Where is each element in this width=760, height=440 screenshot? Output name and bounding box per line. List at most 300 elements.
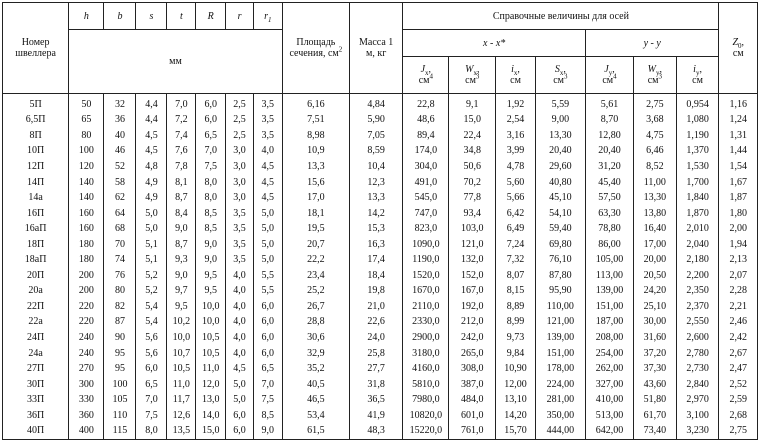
table-row: [3, 237, 758, 253]
table-cell: 4,75: [634, 128, 677, 144]
table-cell: 7,32: [496, 252, 536, 268]
table-cell: 484,0: [449, 392, 496, 408]
table-cell: 20,00: [634, 252, 677, 268]
table-cell: 95: [104, 361, 136, 377]
table-cell: 2,5: [226, 94, 254, 113]
table-cell: 5,61: [585, 94, 633, 113]
table-cell: 4,0: [226, 268, 254, 284]
table-cell: 24,0: [349, 330, 402, 346]
table-cell: 68: [104, 221, 136, 237]
table-cell: 8,0: [196, 175, 226, 191]
table-cell: 1,87: [719, 190, 758, 206]
table-cell: 2,68: [719, 408, 758, 424]
table-cell: 2,42: [719, 330, 758, 346]
table-cell: 151,00: [535, 346, 585, 362]
table-cell: 254,00: [585, 346, 633, 362]
table-cell: 8,70: [585, 113, 633, 129]
table-cell: 10,2: [167, 315, 196, 331]
table-cell: 2900,0: [403, 330, 449, 346]
table-cell: 65: [69, 113, 104, 129]
table-cell: 10,90: [496, 361, 536, 377]
table-row: [3, 221, 758, 237]
table-cell: 10,0: [167, 330, 196, 346]
table-cell: 180: [69, 252, 104, 268]
col-header-Jx: $J_x$, $см^4$: [403, 57, 449, 94]
table-cell: 4,4: [136, 94, 167, 113]
table-cell: 300: [69, 377, 104, 393]
table-cell: 9,5: [167, 299, 196, 315]
table-cell: 642,00: [585, 423, 633, 439]
table-cell: 105: [104, 392, 136, 408]
table-cell: 5,0: [253, 252, 282, 268]
table-row: [3, 392, 758, 408]
table-cell: 11,7: [167, 392, 196, 408]
table-cell: 73,40: [634, 423, 677, 439]
col-header-Wx: $W_x$, $см^3$: [449, 57, 496, 94]
col-header-ix: $i_x$, см: [496, 57, 536, 94]
table-cell: 224,00: [535, 377, 585, 393]
table-cell: 8,5: [196, 221, 226, 237]
table-cell: 2,54: [496, 113, 536, 129]
table-cell: 2330,0: [403, 315, 449, 331]
table-cell: 240: [69, 330, 104, 346]
table-cell: 5,0: [226, 392, 254, 408]
table-cell: 8,0: [136, 423, 167, 439]
table-cell: 45,40: [585, 175, 633, 191]
table-cell: 1,530: [676, 159, 719, 175]
table-cell: 31,20: [585, 159, 633, 175]
table-cell: 15,70: [496, 423, 536, 439]
table-cell: 240: [69, 346, 104, 362]
table-cell: 10,5: [167, 361, 196, 377]
table-cell: 2,75: [719, 423, 758, 439]
table-cell: 2,5: [226, 128, 254, 144]
table-cell: 2,67: [719, 346, 758, 362]
col-header-h: h: [69, 3, 104, 30]
table-cell: 103,0: [449, 221, 496, 237]
table-cell: 3,5: [253, 94, 282, 113]
table-cell: 7,5: [196, 159, 226, 175]
table-cell: 5,0: [136, 221, 167, 237]
table-cell: 6,0: [196, 113, 226, 129]
table-cell: 41,9: [349, 408, 402, 424]
table-cell: 13,10: [496, 392, 536, 408]
table-cell: 220: [69, 299, 104, 315]
table-cell: 35,2: [282, 361, 349, 377]
table-cell: 64: [104, 206, 136, 222]
table-cell: 132,0: [449, 252, 496, 268]
table-cell: 20,50: [634, 268, 677, 284]
table-cell: 24,20: [634, 284, 677, 300]
table-cell: 17,4: [349, 252, 402, 268]
table-cell: 110,00: [535, 299, 585, 315]
table-cell: 444,00: [535, 423, 585, 439]
table-cell: 5,0: [226, 377, 254, 393]
table-cell: 1,67: [719, 175, 758, 191]
table-cell: 1,94: [719, 237, 758, 253]
table-cell: 40: [104, 128, 136, 144]
table-cell: 51,80: [634, 392, 677, 408]
ref-values-header: Справочные величины для осей: [403, 3, 719, 30]
channel-number-cell: 18аП: [3, 252, 69, 268]
table-cell: 8,15: [496, 284, 536, 300]
table-row: [3, 408, 758, 424]
table-cell: 25,8: [349, 346, 402, 362]
table-cell: 17,00: [634, 237, 677, 253]
table-cell: 8,7: [167, 237, 196, 253]
table-cell: 27,7: [349, 361, 402, 377]
table-cell: 13,30: [535, 128, 585, 144]
table-cell: 50,6: [449, 159, 496, 175]
table-cell: 5,5: [253, 268, 282, 284]
table-cell: 8,07: [496, 268, 536, 284]
table-cell: 1,16: [719, 94, 758, 113]
table-cell: 15,0: [196, 423, 226, 439]
table-cell: 80: [69, 128, 104, 144]
table-cell: 2,21: [719, 299, 758, 315]
table-cell: 178,00: [535, 361, 585, 377]
table-cell: 11,0: [196, 361, 226, 377]
table-cell: 2110,0: [403, 299, 449, 315]
table-cell: 7,51: [282, 113, 349, 129]
table-cell: 1,92: [496, 94, 536, 113]
table-cell: 2,59: [719, 392, 758, 408]
channel-number-cell: 20а: [3, 284, 69, 300]
table-cell: 13,80: [634, 206, 677, 222]
table-cell: 139,00: [585, 284, 633, 300]
table-cell: 14,20: [496, 408, 536, 424]
table-cell: 265,0: [449, 346, 496, 362]
table-cell: 2,00: [719, 221, 758, 237]
table-cell: 61,5: [282, 423, 349, 439]
channel-number-cell: 40П: [3, 423, 69, 439]
col-header-name: [3, 3, 69, 94]
table-cell: 48,3: [349, 423, 402, 439]
table-cell: 8,98: [282, 128, 349, 144]
table-cell: 2,040: [676, 237, 719, 253]
table-row: [3, 346, 758, 362]
table-cell: 15,6: [282, 175, 349, 191]
table-cell: 13,0: [196, 392, 226, 408]
table-row: [3, 175, 758, 191]
table-cell: 59,40: [535, 221, 585, 237]
table-cell: 78,80: [585, 221, 633, 237]
table-cell: 160: [69, 221, 104, 237]
table-cell: 7,0: [167, 94, 196, 113]
table-cell: 3,5: [253, 128, 282, 144]
table-cell: 52: [104, 159, 136, 175]
table-cell: 2,28: [719, 284, 758, 300]
table-cell: 281,00: [535, 392, 585, 408]
table-cell: 160: [69, 206, 104, 222]
col-header-b: b: [104, 3, 136, 30]
table-cell: 100: [69, 144, 104, 160]
table-cell: 113,00: [585, 268, 633, 284]
table-cell: 32,9: [282, 346, 349, 362]
table-cell: 22,6: [349, 315, 402, 331]
channel-number-cell: 16П: [3, 206, 69, 222]
table-cell: 262,00: [585, 361, 633, 377]
table-cell: 36,5: [349, 392, 402, 408]
table-cell: 16,40: [634, 221, 677, 237]
table-row: [3, 206, 758, 222]
table-cell: 3,100: [676, 408, 719, 424]
table-cell: 6,49: [496, 221, 536, 237]
table-cell: 13,3: [349, 190, 402, 206]
table-cell: 12,0: [196, 377, 226, 393]
table-cell: 7,8: [167, 159, 196, 175]
table-cell: 2,970: [676, 392, 719, 408]
table-cell: 15220,0: [403, 423, 449, 439]
table-cell: 3,5: [226, 206, 254, 222]
table-cell: 25,2: [282, 284, 349, 300]
col-header-Jy: $J_y$, $см^4$: [585, 57, 633, 94]
table-cell: 1,31: [719, 128, 758, 144]
table-cell: 7,6: [167, 144, 196, 160]
table-row: [3, 252, 758, 268]
table-cell: 4,5: [253, 175, 282, 191]
table-cell: 89,4: [403, 128, 449, 144]
table-row: [3, 190, 758, 206]
table-cell: 9,0: [196, 237, 226, 253]
table-cell: 6,46: [634, 144, 677, 160]
table-cell: 5,1: [136, 252, 167, 268]
table-cell: 4,0: [226, 284, 254, 300]
table-cell: 4,0: [226, 346, 254, 362]
table-cell: 3180,0: [403, 346, 449, 362]
table-cell: 5,90: [349, 113, 402, 129]
table-cell: 8,89: [496, 299, 536, 315]
table-cell: 1,870: [676, 206, 719, 222]
table-cell: 6,0: [253, 346, 282, 362]
table-cell: 93,4: [449, 206, 496, 222]
table-cell: 4,4: [136, 113, 167, 129]
table-cell: 0,954: [676, 94, 719, 113]
table-cell: 9,7: [167, 284, 196, 300]
table-cell: 4,0: [226, 299, 254, 315]
table-cell: 3,99: [496, 144, 536, 160]
table-cell: 63,30: [585, 206, 633, 222]
table-cell: 58: [104, 175, 136, 191]
table-cell: 3,5: [226, 221, 254, 237]
table-cell: 6,0: [226, 423, 254, 439]
table-cell: 82: [104, 299, 136, 315]
table-cell: 152,0: [449, 268, 496, 284]
channel-number-cell: 14П: [3, 175, 69, 191]
table-cell: 5,0: [253, 237, 282, 253]
table-cell: 54,10: [535, 206, 585, 222]
channel-spec-table: [2, 2, 758, 440]
table-cell: 17,0: [282, 190, 349, 206]
name-header-text: Номер швеллера: [15, 37, 56, 59]
table-cell: 4,0: [253, 144, 282, 160]
table-cell: 20,40: [535, 144, 585, 160]
table-cell: 62: [104, 190, 136, 206]
table-cell: 6,0: [253, 330, 282, 346]
table-cell: 2,600: [676, 330, 719, 346]
table-cell: 1,24: [719, 113, 758, 129]
table-cell: 6,16: [282, 94, 349, 113]
table-cell: 360: [69, 408, 104, 424]
table-cell: 8,0: [196, 190, 226, 206]
table-cell: 545,0: [403, 190, 449, 206]
table-cell: 2,780: [676, 346, 719, 362]
table-cell: 139,00: [535, 330, 585, 346]
table-cell: 53,4: [282, 408, 349, 424]
table-cell: 6,5: [136, 377, 167, 393]
channel-number-cell: 12П: [3, 159, 69, 175]
table-cell: 8,99: [496, 315, 536, 331]
table-cell: 270: [69, 361, 104, 377]
channel-number-cell: 36П: [3, 408, 69, 424]
channel-number-cell: 22а: [3, 315, 69, 331]
col-header-Wy: $W_y$, $см^3$: [634, 57, 677, 94]
table-cell: 10,0: [196, 315, 226, 331]
table-cell: 10,0: [196, 299, 226, 315]
table-cell: 12,3: [349, 175, 402, 191]
table-cell: 87: [104, 315, 136, 331]
table-cell: 5810,0: [403, 377, 449, 393]
table-cell: 22,8: [403, 94, 449, 113]
table-cell: 4,5: [226, 361, 254, 377]
table-cell: 76: [104, 268, 136, 284]
table-cell: 19,5: [282, 221, 349, 237]
table-cell: 95,90: [535, 284, 585, 300]
table-cell: 36: [104, 113, 136, 129]
table-row: [3, 330, 758, 346]
table-cell: 8,5: [196, 206, 226, 222]
table-cell: 2,46: [719, 315, 758, 331]
table-cell: 110: [104, 408, 136, 424]
table-cell: 5,6: [136, 346, 167, 362]
table-cell: 48,6: [403, 113, 449, 129]
table-cell: 9,0: [253, 423, 282, 439]
table-cell: 9,3: [167, 252, 196, 268]
table-cell: 26,7: [282, 299, 349, 315]
table-cell: 10,9: [282, 144, 349, 160]
table-cell: 823,0: [403, 221, 449, 237]
table-cell: 3,5: [226, 237, 254, 253]
table-row: [3, 361, 758, 377]
table-cell: 28,8: [282, 315, 349, 331]
table-cell: 22,2: [282, 252, 349, 268]
table-cell: 9,0: [167, 268, 196, 284]
channel-number-cell: 18П: [3, 237, 69, 253]
table-cell: 31,60: [634, 330, 677, 346]
table-cell: 10,5: [196, 330, 226, 346]
table-cell: 167,0: [449, 284, 496, 300]
table-cell: 5,6: [136, 330, 167, 346]
table-cell: 95: [104, 346, 136, 362]
table-cell: 23,4: [282, 268, 349, 284]
col-header-r1: $r_1$: [253, 3, 282, 30]
table-cell: 4,84: [349, 94, 402, 113]
table-cell: 151,00: [585, 299, 633, 315]
channel-number-cell: 24а: [3, 346, 69, 362]
table-cell: 29,60: [535, 159, 585, 175]
table-cell: 50: [69, 94, 104, 113]
table-cell: 3,0: [226, 190, 254, 206]
table-cell: 74: [104, 252, 136, 268]
table-cell: 6,0: [253, 299, 282, 315]
table-cell: 2,370: [676, 299, 719, 315]
table-cell: 18,1: [282, 206, 349, 222]
channel-number-cell: 24П: [3, 330, 69, 346]
table-cell: 4,5: [253, 159, 282, 175]
table-cell: 2,550: [676, 315, 719, 331]
channel-number-cell: 33П: [3, 392, 69, 408]
channel-number-cell: 10П: [3, 144, 69, 160]
axis-y-header: y - y: [585, 30, 718, 57]
table-cell: 57,50: [585, 190, 633, 206]
table-cell: 1,54: [719, 159, 758, 175]
table-cell: 491,0: [403, 175, 449, 191]
table-cell: 86,00: [585, 237, 633, 253]
table-cell: 9,84: [496, 346, 536, 362]
table-cell: 4,5: [253, 190, 282, 206]
table-cell: 1190,0: [403, 252, 449, 268]
table-cell: 192,0: [449, 299, 496, 315]
table-cell: 70,2: [449, 175, 496, 191]
channel-number-cell: 20П: [3, 268, 69, 284]
table-cell: 8,5: [253, 408, 282, 424]
table-cell: 180: [69, 237, 104, 253]
table-cell: 4,9: [136, 175, 167, 191]
table-cell: 8,59: [349, 144, 402, 160]
table-cell: 7,5: [253, 392, 282, 408]
table-cell: 105,00: [585, 252, 633, 268]
table-cell: 174,0: [403, 144, 449, 160]
table-cell: 15,0: [449, 113, 496, 129]
table-cell: 8,1: [167, 175, 196, 191]
table-cell: 5,0: [253, 221, 282, 237]
table-cell: 4,0: [226, 315, 254, 331]
channel-number-cell: 14а: [3, 190, 69, 206]
table-cell: 7980,0: [403, 392, 449, 408]
table-cell: 14,2: [349, 206, 402, 222]
table-cell: 120: [69, 159, 104, 175]
mm-unit-header: мм: [69, 30, 283, 94]
col-header-iy: $i_y$, см: [676, 57, 719, 94]
table-cell: 2,730: [676, 361, 719, 377]
table-cell: 6,0: [253, 315, 282, 331]
table-cell: 20,7: [282, 237, 349, 253]
table-cell: 1670,0: [403, 284, 449, 300]
table-cell: 40,80: [535, 175, 585, 191]
table-row: [3, 315, 758, 331]
table-cell: 9,5: [196, 268, 226, 284]
table-cell: 10,7: [167, 346, 196, 362]
table-cell: 1,700: [676, 175, 719, 191]
col-header-R: R: [196, 3, 226, 30]
table-cell: 1,80: [719, 206, 758, 222]
table-cell: 140: [69, 175, 104, 191]
table-cell: 4160,0: [403, 361, 449, 377]
table-cell: 13,5: [167, 423, 196, 439]
table-cell: 115: [104, 423, 136, 439]
table-cell: 140: [69, 190, 104, 206]
table-cell: 2,07: [719, 268, 758, 284]
table-cell: 46: [104, 144, 136, 160]
table-row: [3, 284, 758, 300]
table-cell: 2,350: [676, 284, 719, 300]
table-cell: 4,8: [136, 159, 167, 175]
table-cell: 7,24: [496, 237, 536, 253]
table-cell: 5,59: [535, 94, 585, 113]
table-cell: 3,0: [226, 175, 254, 191]
table-cell: 4,9: [136, 190, 167, 206]
table-cell: 9,00: [535, 113, 585, 129]
